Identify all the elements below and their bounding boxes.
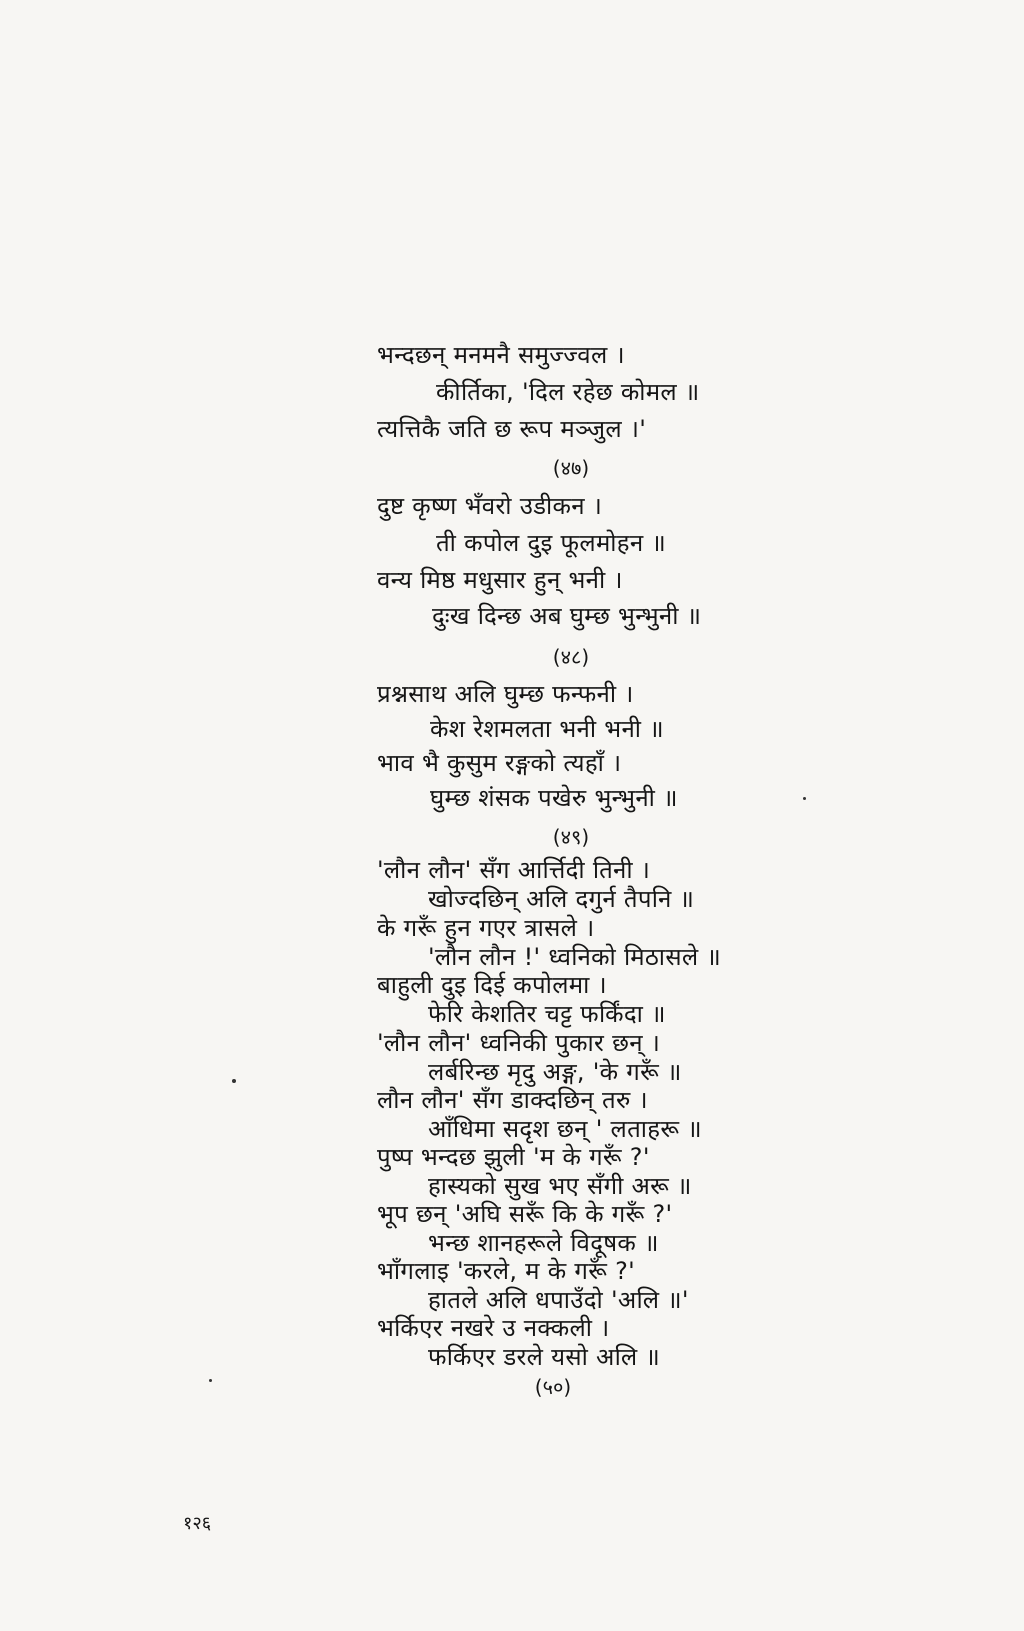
verse-line: भन्दछन् मनमनै समुज्ज्वल । (377, 341, 625, 369)
verse-line: प्रश्नसाथ अलि घुम्छ फन्फनी । (377, 680, 634, 708)
verse-line: के गरूँ हुन गएर त्रासले । (377, 914, 595, 942)
verse-line: हातले अलि धपाउँदो 'अलि ॥' (428, 1286, 689, 1314)
verse-number: (४७) (552, 456, 590, 480)
verse-line: फेरि केशतिर चट्ट फर्किंदा ॥ (428, 1000, 666, 1028)
verse-line: 'लौन लौन' सँग आर्त्तिदी तिनी । (377, 856, 651, 884)
verse-line: त्यत्तिकै जति छ रूप मञ्जुल ।' (377, 415, 647, 443)
page-number: १२६ (183, 1513, 212, 1534)
verse-line: भूप छन् 'अघि सरूँ कि के गरूँ ?' (377, 1200, 673, 1228)
verse-number: (४९) (552, 825, 590, 849)
verse-line: ती कपोल दुइ फूलमोहन ॥ (436, 529, 667, 557)
verse-line: 'लौन लौन !' ध्वनिको मिठासले ॥ (428, 943, 722, 971)
verse-line: बाहुली दुइ दिई कपोलमा । (377, 971, 607, 999)
verse-number: (४८) (552, 645, 590, 669)
verse-line: दुष्ट कृष्ण भँवरो उडीकन । (377, 492, 603, 520)
scan-speck (232, 1079, 236, 1083)
verse-line: भर्किएर नखरे उ नक्कली । (377, 1314, 610, 1342)
verse-line: खोज्दछिन् अलि दगुर्न तैपनि ॥ (428, 885, 695, 913)
verse-line: वन्य मिष्ठ मधुसार हुन् भनी । (377, 566, 623, 594)
verse-line: दुःख दिन्छ अब घुम्छ भुन्भुनी ॥ (432, 602, 702, 630)
verse-number: (५०) (534, 1375, 572, 1399)
verse-line: घुम्छ शंसक पखेरु भुन्भुनी ॥ (430, 784, 678, 812)
verse-line: कीर्तिका, 'दिल रहेछ कोमल ॥ (436, 378, 700, 406)
verse-line: केश रेशमलता भनी भनी ॥ (430, 715, 664, 743)
verse-line: पुष्प भन्दछ झुली 'म के गरूँ ?' (377, 1143, 650, 1171)
verse-line: 'लौन लौन' ध्वनिकी पुकार छन् । (377, 1029, 661, 1057)
verse-line: लर्बरिन्छ मृदु अङ्ग, 'के गरूँ ॥ (428, 1058, 682, 1086)
verse-line: हास्यको सुख भए सँगी अरू ॥ (428, 1172, 692, 1200)
verse-line: आँधिमा सदृश छन् ' लताहरू ॥ (428, 1115, 702, 1143)
verse-line: लौन लौन' सँग डाक्दछिन् तरु । (377, 1086, 648, 1114)
verse-line: भाँगलाइ 'करले, म के गरूँ ?' (377, 1257, 636, 1285)
verse-line: भाव भै कुसुम रङ्गको त्यहाँ । (377, 749, 622, 777)
scan-speck (803, 797, 806, 800)
verse-line: फर्किएर डरले यसो अलि ॥ (428, 1343, 661, 1371)
verse-line: भन्छ शानहरूले विदूषक ॥ (428, 1229, 659, 1257)
scan-speck (209, 1379, 212, 1382)
